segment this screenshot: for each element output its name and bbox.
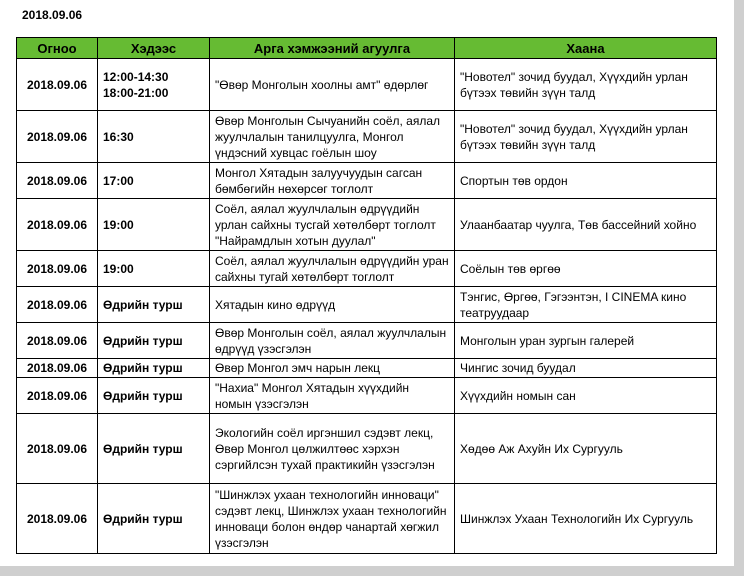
cell-place: Монголын уран зургын галерей [455,323,717,359]
cell-time [98,59,210,111]
cell-event: Соёл, аялал жуулчлалын өдрүүдийн уран сайхны тугай хөтөлбөрт тоглолт [210,251,455,287]
cell-place: Улаанбаатар чуулга, Төв бассейний хойно [455,199,717,251]
page-shadow-right [734,0,744,576]
table-row [17,287,717,323]
cell-event: "Өвөр Монголын хоолны амт" өдөрлөг [210,59,455,111]
table-row [17,59,717,111]
cell-time-line: 12:00-14:30 [103,69,169,84]
table-row [17,414,717,484]
cell-event: Өвөр Монголын Сычуанийн соёл, аялал жуулчлалын танилцуулга, Монгол үндэсний хувцас гоёлын шоу [210,111,455,163]
cell-date: 2018.09.06 [17,359,98,378]
cell-date: 2018.09.06 [17,59,98,111]
cell-event: Өвөр Монголын соёл, аялал жуулчлалын өдрүүд үзэсгэлэн [210,323,455,359]
table-row [17,378,717,414]
cell-place: Шинжлэх Ухаан Технологийн Их Сургууль [455,484,717,554]
cell-event: Өвөр Монгол эмч нарын лекц [210,359,455,378]
cell-time: 19:00 [98,199,210,251]
table-row [17,251,717,287]
table-row [17,359,717,378]
cell-date: 2018.09.06 [17,414,98,484]
cell-event: "Нахиа" Монгол Хятадын хүүхдийн номын үзэсгэлэн [210,378,455,414]
cell-time: Өдрийн турш [98,484,210,554]
page-shadow-bottom [0,566,744,576]
cell-time: Өдрийн турш [98,359,210,378]
cell-date: 2018.09.06 [17,163,98,199]
cell-place: "Новотел" зочид буудал, Хүүхдийн урлан бүтээх төвийн зүүн талд [455,59,717,111]
cell-time: 19:00 [98,251,210,287]
cell-place: Чингис зочид буудал [455,359,717,378]
cell-date: 2018.09.06 [17,111,98,163]
schedule-table [16,37,717,554]
cell-date: 2018.09.06 [17,484,98,554]
cell-date: 2018.09.06 [17,199,98,251]
cell-time: Өдрийн турш [98,378,210,414]
header-place: Хаана [455,38,717,59]
header-time: Хэдээс [98,38,210,59]
cell-time: 17:00 [98,163,210,199]
table-row [17,323,717,359]
document-date: 2018.09.06 [22,8,83,22]
cell-place: Хүүхдийн номын сан [455,378,717,414]
header-date: Огноо [17,38,98,59]
cell-date: 2018.09.06 [17,287,98,323]
cell-date: 2018.09.06 [17,378,98,414]
table-row [17,484,717,554]
table-row [17,199,717,251]
cell-time: Өдрийн турш [98,287,210,323]
table-row [17,163,717,199]
cell-place: Соёлын төв өргөө [455,251,717,287]
cell-place: Хөдөө Аж Ахуйн Их Сургууль [455,414,717,484]
cell-date: 2018.09.06 [17,323,98,359]
cell-time-line: 18:00-21:00 [103,85,169,100]
cell-event: Экологийн соёл иргэншил сэдэвт лекц, Өвөр Монгол цөлжилтөөс хэрхэн сэргийлсэн тухай практикийн үзэсгэлэн [210,414,455,484]
cell-event: Хятадын кино өдрүүд [210,287,455,323]
cell-place: "Новотел" зочид буудал, Хүүхдийн урлан бүтээх төвийн зүүн талд [455,111,717,163]
cell-place: Тэнгис, Өргөө, Гэгээнтэн, I CINEMA кино театруудаар [455,287,717,323]
cell-date: 2018.09.06 [17,251,98,287]
header-event: Арга хэмжээний агуулга [210,38,455,59]
cell-event: Монгол Хятадын залуучуудын сагсан бөмбөгийн нөхөрсөг тоглолт [210,163,455,199]
table-row [17,111,717,163]
cell-time: Өдрийн турш [98,323,210,359]
cell-time: Өдрийн турш [98,414,210,484]
cell-time: 16:30 [98,111,210,163]
table-header-row [17,38,717,59]
cell-event: "Шинжлэх ухаан технологийн инноваци" сэдэвт лекц, Шинжлэх ухаан технологийн инноваци болон өндөр чанартай хөгжил үзэсгэлэн [210,484,455,554]
cell-event: Соёл, аялал жуулчлалын өдрүүдийн урлан сайхны тусгай хөтөлбөрт тоглолт "Найрамдлын хотын дуулал" [210,199,455,251]
cell-place: Спортын төв ордон [455,163,717,199]
